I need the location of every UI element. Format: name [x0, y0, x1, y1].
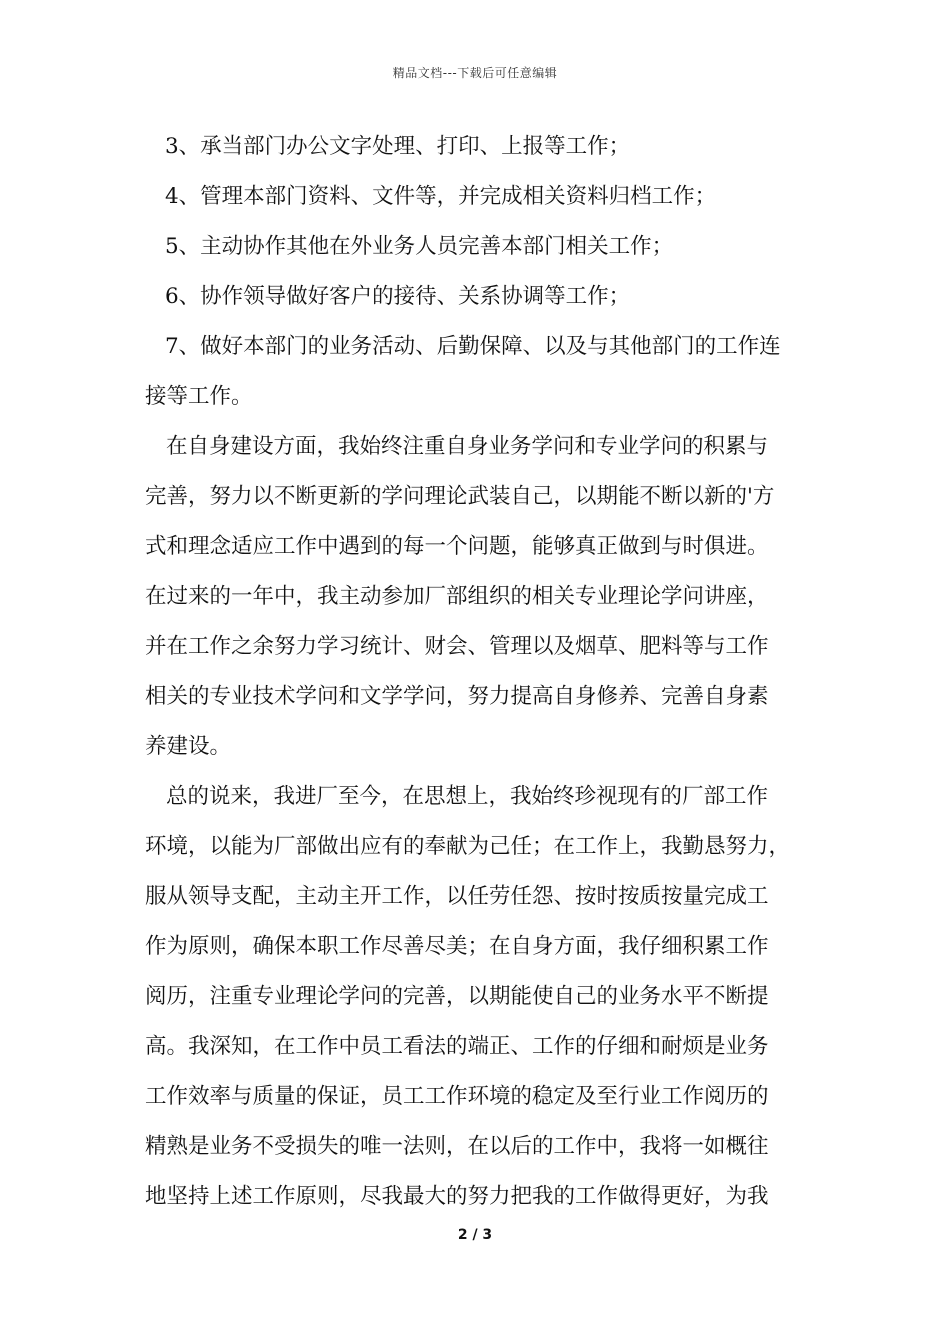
paragraph-summary-line: 服从领导支配，主动主开工作，以任劳任怨、按时按质按量完成工: [145, 884, 769, 909]
paragraph-self-development-line: 在自身建设方面，我始终注重自身业务学问和专业学问的积累与: [166, 434, 769, 459]
paragraph-summary-line: 环境，以能为厂部做出应有的奉献为己任；在工作上，我勤恳努力，: [145, 834, 791, 859]
paragraph-summary-line: 作为原则，确保本职工作尽善尽美；在自身方面，我仔细积累工作: [145, 934, 769, 959]
list-item-3: 3、承当部门办公文字处理、打印、上报等工作；: [165, 134, 631, 159]
paragraph-summary-line: 精熟是业务不受损失的唯一法则，在以后的工作中，我将一如概往: [145, 1134, 769, 1159]
list-item-4: 4、管理本部门资料、文件等，并完成相关资料归档工作；: [165, 184, 717, 209]
document-body: [145, 122, 810, 1222]
paragraph-summary-line: 工作效率与质量的保证，员工工作环境的稳定及至行业工作阅历的: [145, 1084, 769, 1109]
paragraph-self-development-line: 相关的专业技术学问和文学学问，努力提高自身修养、完善自身素: [145, 684, 769, 709]
paragraph-summary-line: 高。我深知，在工作中员工看法的端正、工作的仔细和耐烦是业务: [145, 1034, 769, 1059]
page-number: 2 / 3: [457, 1227, 493, 1243]
paragraph-summary-line: 地坚持上述工作原则，尽我最大的努力把我的工作做得更好，为我: [145, 1184, 769, 1209]
paragraph-self-development-line: 养建设。: [145, 734, 232, 759]
paragraph-self-development-line: 在过来的一年中，我主动参加厂部组织的相关专业理论学问讲座，: [145, 584, 769, 609]
paragraph-self-development-line: 式和理念适应工作中遇到的每一个问题，能够真正做到与时俱进。: [145, 534, 769, 559]
list-item-7: 7、做好本部门的业务活动、后勤保障、以及与其他部门的工作连: [165, 334, 781, 359]
paragraph-summary-line: 总的说来，我进厂至今，在思想上，我始终珍视现有的厂部工作: [166, 784, 769, 809]
page-header: 精品文档---下载后可任意编辑: [392, 66, 558, 80]
paragraph-self-development-line: 完善，努力以不断更新的学问理论武装自己，以期能不断以新的'方: [145, 484, 775, 509]
list-item-5: 5、主动协作其他在外业务人员完善本部门相关工作；: [165, 234, 674, 259]
paragraph-summary-line: 阅历，注重专业理论学问的完善，以期能使自己的业务水平不断提: [145, 984, 769, 1009]
paragraph-self-development-line: 并在工作之余努力学习统计、财会、管理以及烟草、肥料等与工作: [145, 634, 769, 659]
list-item-6: 6、协作领导做好客户的接待、关系协调等工作；: [165, 284, 631, 309]
list-item-7-continued: 接等工作。: [145, 384, 253, 409]
